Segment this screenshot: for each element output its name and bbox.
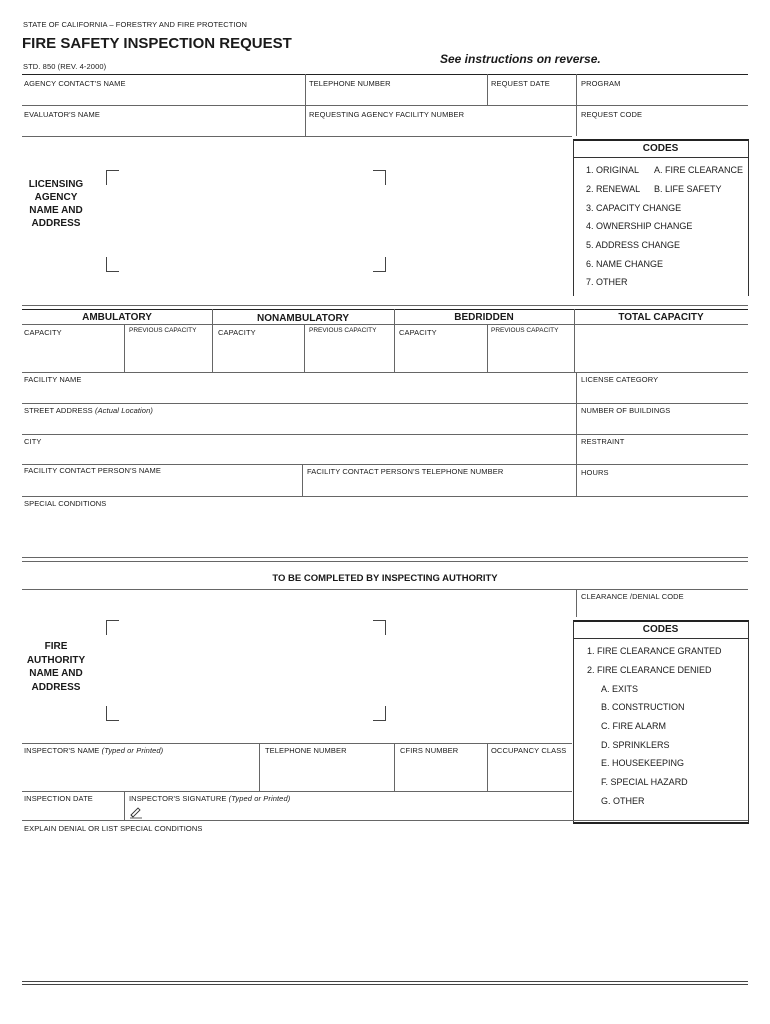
inspector-telephone-field[interactable]: TELEPHONE NUMBER xyxy=(265,746,347,755)
code-item: 3. CAPACITY CHANGE xyxy=(586,203,682,213)
requesting-facility-number-field[interactable]: REQUESTING AGENCY FACILITY NUMBER xyxy=(309,110,465,119)
codes-title: CODES xyxy=(642,624,679,635)
inspector-name-field[interactable]: INSPECTOR'S NAME (Typed or Printed) xyxy=(24,746,164,755)
form-number: STD. 850 (REV. 4-2000) xyxy=(23,62,107,71)
code-item: 2. FIRE CLEARANCE DENIED xyxy=(587,665,712,675)
total-capacity-header: TOTAL CAPACITY xyxy=(618,312,704,323)
evaluator-name-field[interactable]: EVALUATOR'S NAME xyxy=(24,110,100,119)
inspecting-authority-title: TO BE COMPLETED BY INSPECTING AUTHORITY xyxy=(272,573,498,584)
program-field[interactable]: PROGRAM xyxy=(581,79,621,88)
license-category-field[interactable]: LICENSE CATEGORY xyxy=(581,375,659,384)
city-field[interactable]: CITY xyxy=(24,437,42,446)
form-title: FIRE SAFETY INSPECTION REQUEST xyxy=(22,35,292,52)
inspection-date-field[interactable]: INSPECTION DATE xyxy=(24,794,93,803)
request-date-field[interactable]: REQUEST DATE xyxy=(491,79,550,88)
special-conditions-field[interactable]: SPECIAL CONDITIONS xyxy=(24,499,107,508)
code-item: D. SPRINKLERS xyxy=(601,740,670,750)
fire-authority-label: FIRE AUTHORITY NAME AND ADDRESS xyxy=(26,641,86,693)
code-item: 1. ORIGINAL xyxy=(586,165,640,175)
hours-field[interactable]: HOURS xyxy=(581,468,609,477)
code-item: 6. NAME CHANGE xyxy=(586,259,664,269)
code-item: F. SPECIAL HAZARD xyxy=(601,777,688,787)
facility-contact-phone-field[interactable]: FACILITY CONTACT PERSON'S TELEPHONE NUMBER xyxy=(307,467,504,476)
number-of-buildings-field[interactable]: NUMBER OF BUILDINGS xyxy=(581,406,671,415)
bedridden-previous-capacity-field[interactable]: PREVIOUS CAPACITY xyxy=(491,327,559,334)
agency-contact-name-field[interactable]: AGENCY CONTACT'S NAME xyxy=(24,79,126,88)
nonambulatory-previous-capacity-field[interactable]: PREVIOUS CAPACITY xyxy=(309,327,377,334)
clearance-denial-code-field[interactable]: CLEARANCE /DENIAL CODE xyxy=(581,592,684,601)
occupancy-class-field[interactable]: OCCUPANCY CLASS xyxy=(491,746,567,755)
telephone-number-field[interactable]: TELEPHONE NUMBER xyxy=(309,79,391,88)
code-item: 4. OWNERSHIP CHANGE xyxy=(586,221,693,231)
ambulatory-header: AMBULATORY xyxy=(82,312,152,323)
fire-authority-address-field[interactable] xyxy=(92,593,562,741)
code-item: E. HOUSEKEEPING xyxy=(601,758,685,768)
pen-icon xyxy=(128,806,144,819)
code-item: C. FIRE ALARM xyxy=(601,721,667,731)
code-item: 1. FIRE CLEARANCE GRANTED xyxy=(587,646,722,656)
code-item: 7. OTHER xyxy=(586,277,628,287)
explain-denial-field[interactable]: EXPLAIN DENIAL OR LIST SPECIAL CONDITIONS xyxy=(24,824,203,833)
request-code-field[interactable]: REQUEST CODE xyxy=(581,110,643,119)
code-item: B. CONSTRUCTION xyxy=(601,702,685,712)
code-item: B. LIFE SAFETY xyxy=(654,184,722,194)
request-codes-box xyxy=(573,139,749,296)
restraint-field[interactable]: RESTRAINT xyxy=(581,437,625,446)
licensing-agency-address-field[interactable] xyxy=(92,140,562,300)
code-item: 2. RENEWAL xyxy=(586,184,641,194)
inspector-signature-field[interactable]: INSPECTOR'S SIGNATURE (Typed or Printed) xyxy=(129,794,291,803)
licensing-agency-label: LICENSING AGENCY NAME AND ADDRESS xyxy=(28,179,84,229)
agency-name: STATE OF CALIFORNIA – FORESTRY AND FIRE PROTECTION xyxy=(23,20,248,29)
code-item: 5. ADDRESS CHANGE xyxy=(586,240,681,250)
nonambulatory-header: NONAMBULATORY xyxy=(256,313,350,324)
total-capacity-field[interactable] xyxy=(575,326,747,371)
street-address-field[interactable]: STREET ADDRESS (Actual Location) xyxy=(24,406,153,415)
instructions-note: See instructions on reverse. xyxy=(440,52,601,66)
facility-name-field[interactable]: FACILITY NAME xyxy=(24,375,82,384)
code-item: G. OTHER xyxy=(601,796,645,806)
bedridden-capacity-field[interactable]: CAPACITY xyxy=(399,328,437,337)
code-item: A. EXITS xyxy=(601,684,639,694)
ambulatory-capacity-field[interactable]: CAPACITY xyxy=(24,328,62,337)
ambulatory-previous-capacity-field[interactable]: PREVIOUS CAPACITY xyxy=(129,327,197,334)
bedridden-header: BEDRIDDEN xyxy=(454,312,514,323)
codes-title: CODES xyxy=(642,143,679,154)
nonambulatory-capacity-field[interactable]: CAPACITY xyxy=(218,328,256,337)
code-item: A. FIRE CLEARANCE xyxy=(654,165,744,175)
facility-contact-name-field[interactable]: FACILITY CONTACT PERSON'S NAME xyxy=(24,466,161,475)
cfirs-number-field[interactable]: CFIRS NUMBER xyxy=(400,746,459,755)
